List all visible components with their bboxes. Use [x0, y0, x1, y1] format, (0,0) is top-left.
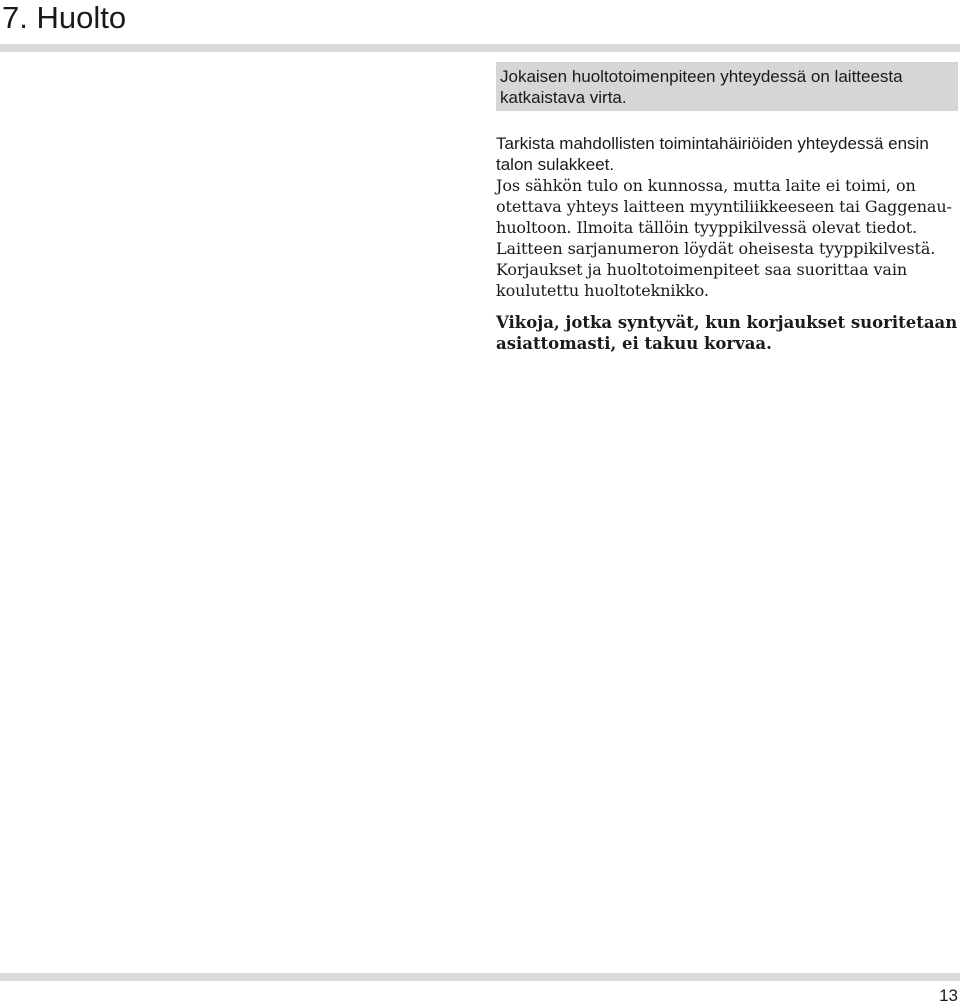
page-number: 13 [939, 986, 958, 1005]
header-divider-bar [0, 44, 960, 52]
page-title: 7. Huolto [2, 0, 127, 35]
fuse-check-paragraph: Tarkista mahdollisten toimintahäiriöiden yhteydessä ensin talon sulakkeet. [496, 134, 929, 174]
contact-service-paragraph: Jos sähkön tulo on kunnossa, mutta laite ei toimi, on otettava yhteys laitteen myyntiliikkeeseen tai Gaggenau-huoltoon. Ilmoita tällöin tyyppikilvessä olevat tiedot. Laitteen sarjanumeron löydät oheisesta tyyppikilvestä. [496, 176, 952, 258]
warning-text: Jokaisen huoltotoimenpiteen yhteydessä on laitteesta katkaistava virta. [500, 67, 903, 107]
footer-divider-bar [0, 973, 960, 981]
warranty-note: Vikoja, jotka syntyvät, kun korjaukset suoritetaan asiattomasti, ei takuu korvaa. [496, 313, 958, 353]
power-disconnect-warning-box [496, 62, 958, 111]
qualified-technician-paragraph: Korjaukset ja huoltotoimenpiteet saa suorittaa vain koulutettu huoltoteknikko. [496, 260, 908, 300]
service-content [496, 62, 958, 354]
